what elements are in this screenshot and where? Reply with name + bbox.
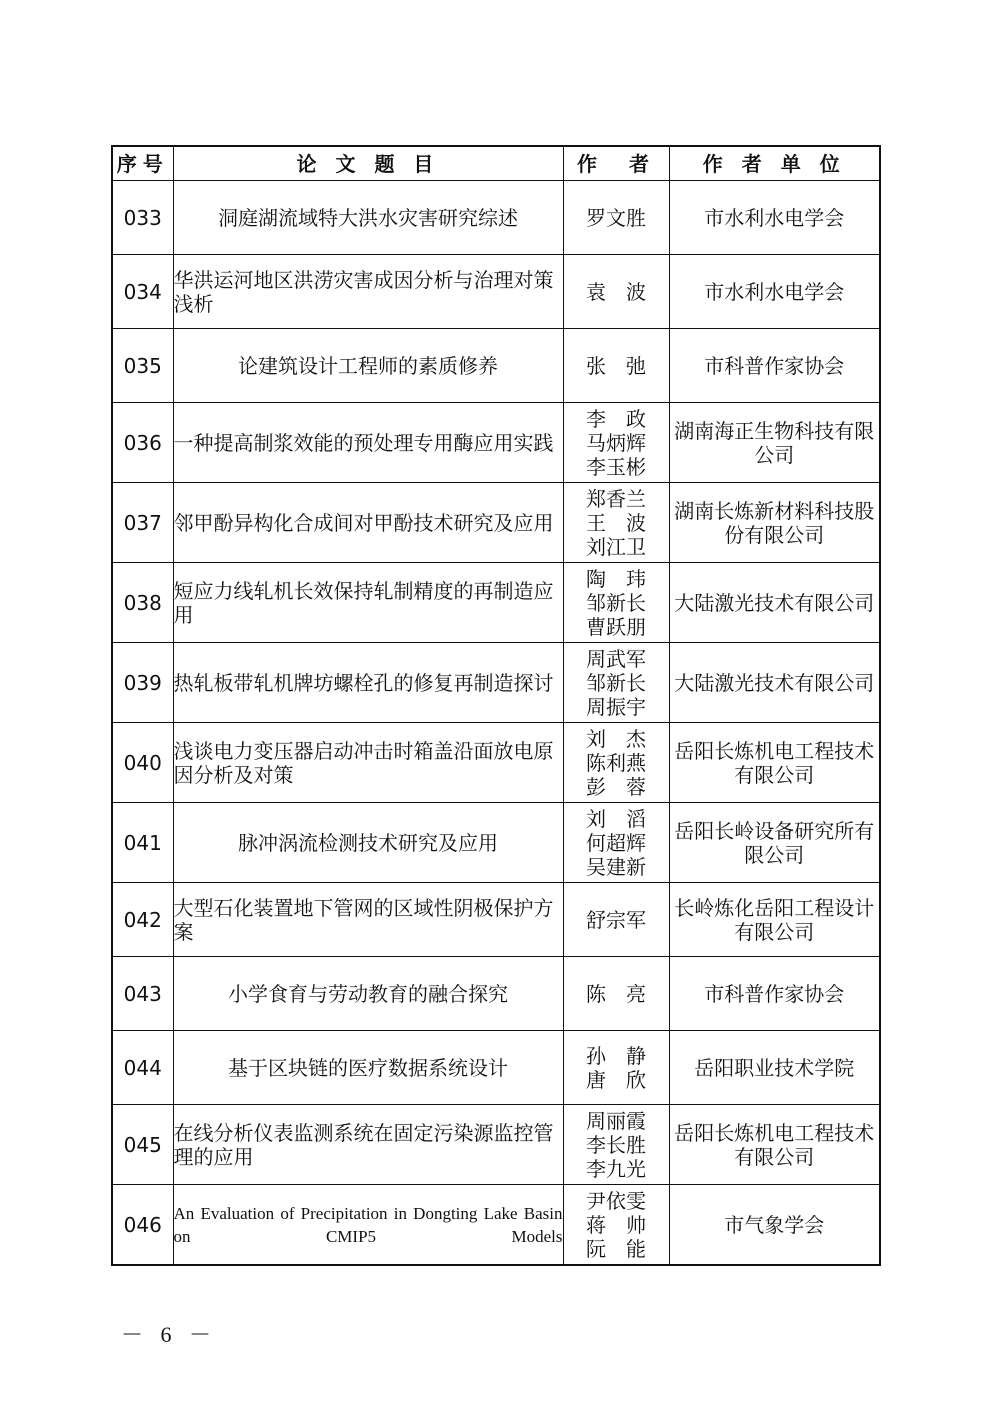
- table-row: [112, 329, 880, 403]
- author-name: 彭 蓉: [586, 774, 646, 799]
- author-name: 周振宇: [586, 694, 646, 719]
- row-title: 浅谈电力变压器启动冲击时箱盖沿面放电原因分析及对策: [173, 723, 563, 803]
- author-name: 唐 欣: [586, 1067, 646, 1092]
- row-seq: 043: [112, 957, 173, 1031]
- row-title: 基于区块链的医疗数据系统设计: [173, 1031, 563, 1105]
- row-title: 洞庭湖流域特大洪水灾害研究综述: [173, 181, 563, 255]
- row-seq: 045: [112, 1105, 173, 1185]
- row-authors: [563, 723, 669, 803]
- table-row: [112, 723, 880, 803]
- row-seq: 042: [112, 883, 173, 957]
- page-number: － 6 －: [121, 1322, 218, 1347]
- row-unit: 长岭炼化岳阳工程设计有限公司: [669, 883, 880, 957]
- row-seq: 041: [112, 803, 173, 883]
- row-unit: 大陆激光技术有限公司: [669, 563, 880, 643]
- row-unit: 市科普作家协会: [669, 329, 880, 403]
- author-name: 刘江卫: [586, 534, 646, 559]
- author-name: 陶 玮: [586, 566, 646, 591]
- author-name: 陈利燕: [586, 750, 646, 775]
- author-name: 蒋 帅: [586, 1212, 646, 1237]
- row-unit: 市水利水电学会: [669, 181, 880, 255]
- table-row: [112, 1185, 880, 1266]
- author-name: 孙 静: [586, 1043, 646, 1068]
- author-name: 罗文胜: [586, 205, 646, 230]
- row-unit: 大陆激光技术有限公司: [669, 643, 880, 723]
- table-row: [112, 255, 880, 329]
- row-unit: 市科普作家协会: [669, 957, 880, 1031]
- author-name: 尹依雯: [586, 1188, 646, 1213]
- row-authors: [563, 181, 669, 255]
- table-row: [112, 403, 880, 483]
- row-authors: [563, 563, 669, 643]
- header-seq: 序号: [112, 146, 173, 181]
- row-title: 大型石化装置地下管网的区域性阴极保护方案: [173, 883, 563, 957]
- author-name: 周丽霞: [586, 1108, 646, 1133]
- author-name: 王 波: [586, 510, 646, 535]
- row-title: 邻甲酚异构化合成间对甲酚技术研究及应用: [173, 483, 563, 563]
- row-title: 短应力线轧机长效保持轧制精度的再制造应用: [173, 563, 563, 643]
- row-unit: 岳阳长炼机电工程技术有限公司: [669, 1105, 880, 1185]
- author-name: 曹跃朋: [586, 614, 646, 639]
- table-row: [112, 1105, 880, 1185]
- row-title: 小学食育与劳动教育的融合探究: [173, 957, 563, 1031]
- table-row: [112, 643, 880, 723]
- table-row: [112, 1031, 880, 1105]
- row-authors: [563, 403, 669, 483]
- row-title: 论建筑设计工程师的素质修养: [173, 329, 563, 403]
- author-name: 邹新长: [586, 670, 646, 695]
- row-authors: [563, 255, 669, 329]
- table-row: [112, 483, 880, 563]
- header-title: 论 文 题 目: [173, 146, 563, 181]
- author-name: 李 政: [586, 406, 646, 431]
- row-authors: [563, 957, 669, 1031]
- table-row: [112, 957, 880, 1031]
- row-authors: [563, 1185, 669, 1266]
- row-seq: 036: [112, 403, 173, 483]
- author-name: 邹新长: [586, 590, 646, 615]
- row-seq: 035: [112, 329, 173, 403]
- row-seq: 039: [112, 643, 173, 723]
- author-name: 陈 亮: [586, 981, 646, 1006]
- author-name: 马炳辉: [586, 430, 646, 455]
- row-title: 在线分析仪表监测系统在固定污染源监控管理的应用: [173, 1105, 563, 1185]
- row-seq: 038: [112, 563, 173, 643]
- row-authors: [563, 1105, 669, 1185]
- row-title: 华洪运河地区洪涝灾害成因分析与治理对策浅析: [173, 255, 563, 329]
- row-unit: 岳阳长岭设备研究所有限公司: [669, 803, 880, 883]
- author-name: 郑香兰: [586, 486, 646, 511]
- row-authors: [563, 643, 669, 723]
- row-unit: 湖南海正生物科技有限公司: [669, 403, 880, 483]
- author-name: 刘 杰: [586, 726, 646, 751]
- table-row: [112, 181, 880, 255]
- author-name: 李玉彬: [586, 454, 646, 479]
- table-header-row: [112, 146, 880, 181]
- row-seq: 034: [112, 255, 173, 329]
- row-title: An Evaluation of Precipitation in Dongting Lake Basin on CMIP5 Models: [173, 1185, 563, 1266]
- author-name: 吴建新: [586, 854, 646, 879]
- row-title: 一种提高制浆效能的预处理专用酶应用实践: [173, 403, 563, 483]
- author-name: 周武军: [586, 646, 646, 671]
- author-name: 刘 滔: [586, 806, 646, 831]
- header-author: 作 者: [563, 146, 669, 181]
- table-row: [112, 563, 880, 643]
- row-unit: 湖南长炼新材料科技股份有限公司: [669, 483, 880, 563]
- row-authors: [563, 803, 669, 883]
- row-seq: 040: [112, 723, 173, 803]
- author-name: 张 弛: [586, 353, 646, 378]
- row-unit: 市水利水电学会: [669, 255, 880, 329]
- row-seq: 037: [112, 483, 173, 563]
- row-seq: 033: [112, 181, 173, 255]
- author-name: 阮 能: [586, 1236, 646, 1261]
- author-name: 何超辉: [586, 830, 646, 855]
- row-unit: 市气象学会: [669, 1185, 880, 1266]
- author-name: 李长胜: [586, 1132, 646, 1157]
- author-name: 李九光: [586, 1156, 646, 1181]
- table-row: [112, 803, 880, 883]
- row-seq: 046: [112, 1185, 173, 1266]
- row-unit: 岳阳职业技术学院: [669, 1031, 880, 1105]
- row-authors: [563, 1031, 669, 1105]
- row-unit: 岳阳长炼机电工程技术有限公司: [669, 723, 880, 803]
- row-title: 热轧板带轧机牌坊螺栓孔的修复再制造探讨: [173, 643, 563, 723]
- author-name: 袁 波: [586, 279, 646, 304]
- row-title: 脉冲涡流检测技术研究及应用: [173, 803, 563, 883]
- row-authors: [563, 483, 669, 563]
- author-name: 舒宗军: [586, 907, 646, 932]
- table-row: [112, 883, 880, 957]
- row-authors: [563, 883, 669, 957]
- row-authors: [563, 329, 669, 403]
- paper-list-table: [111, 145, 881, 1266]
- row-seq: 044: [112, 1031, 173, 1105]
- header-unit: 作 者 单 位: [669, 146, 880, 181]
